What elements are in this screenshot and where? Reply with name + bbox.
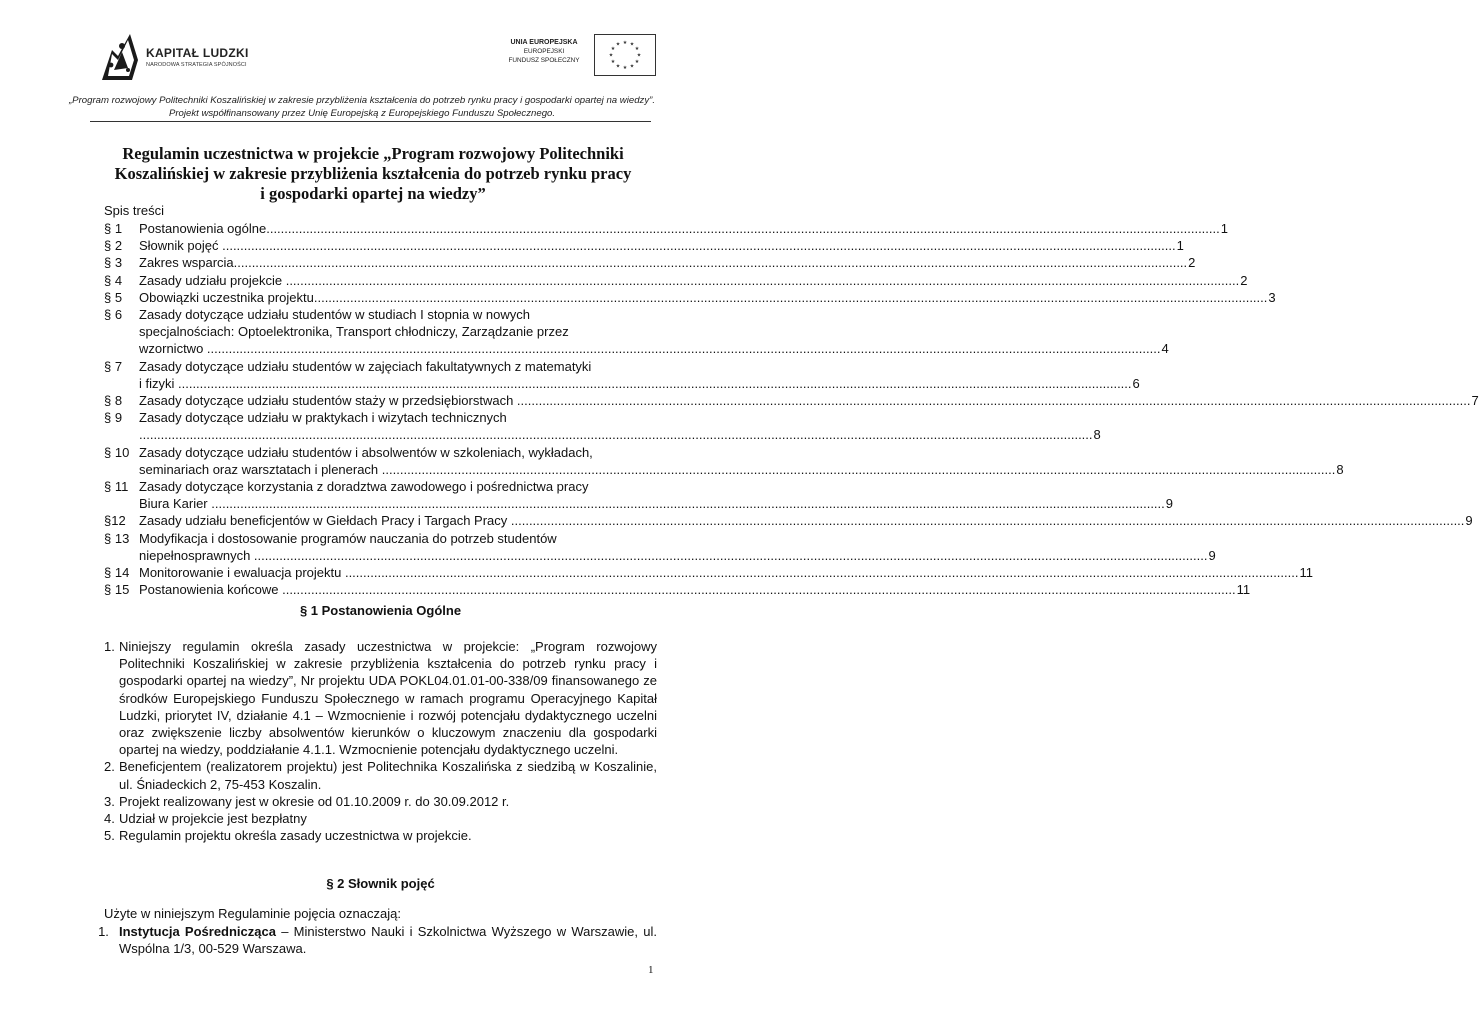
- toc-entry-last-line: [139, 237, 1184, 254]
- toc-entry[interactable]: [104, 581, 1251, 598]
- list-item-number: 2.: [104, 759, 115, 775]
- toc-entry[interactable]: [104, 254, 1196, 271]
- eu-logo-text: [500, 38, 588, 65]
- toc-entry-text: [139, 426, 1093, 443]
- toc-entry-body: [139, 444, 1344, 478]
- toc-entry-page: 9: [1208, 547, 1216, 563]
- eu-logo: [500, 34, 657, 76]
- toc-entry-text: [139, 564, 1298, 581]
- toc-entry-label: Postanowienia końcowe: [139, 582, 283, 598]
- project-header-note: [40, 94, 684, 120]
- toc-entry-label: wzornictwo: [139, 341, 207, 357]
- toc-entry-last-line: [139, 512, 1473, 529]
- toc-entry-page: 2: [1240, 272, 1248, 288]
- toc-entry-text: [139, 375, 1132, 392]
- kapital-ludzki-emblem-icon: [98, 30, 142, 82]
- kapital-ludzki-subtitle: NARODOWA STRATEGIA SPÓJNOŚCI: [146, 62, 247, 68]
- toc-entry-number: § 3: [104, 255, 123, 271]
- toc-entry-number: § 2: [104, 238, 123, 254]
- toc-entry-text: [139, 220, 1220, 237]
- toc-entry-body: [139, 220, 1228, 237]
- toc-entry-number: § 8: [104, 393, 123, 409]
- toc-entry-text: Modyfikacja i dostosowanie programów nauczania do potrzeb studentów: [139, 530, 557, 546]
- section-2-heading: § 2 Słownik pojęć: [326, 876, 435, 891]
- toc-entry-label: Biura Karier: [139, 496, 212, 512]
- toc-entry-text: [139, 289, 1267, 306]
- eu-flag-icon: [594, 34, 656, 76]
- header-divider: [90, 121, 651, 122]
- list-item-text: Beneficjentem (realizatorem projektu) jest Politechnika Koszalińska z siedzibą w Koszalinie, ul. Śniadeckich 2, 75-453 Koszalin.: [119, 759, 657, 792]
- list-item: [104, 810, 657, 827]
- toc-entry-text: [139, 581, 1236, 598]
- list-item-number: 4.: [104, 811, 115, 827]
- toc-entry-body: [139, 564, 1313, 581]
- toc-entry-number: § 5: [104, 289, 123, 305]
- toc-heading: Spis treści: [104, 203, 164, 218]
- toc-entry-body: [139, 512, 1473, 529]
- toc-entry-label: seminariach oraz warsztatach i plenerach: [139, 461, 382, 477]
- toc-entry-text: [139, 495, 1165, 512]
- svg-text:★: ★: [634, 46, 640, 52]
- toc-entry-body: [139, 358, 1140, 392]
- toc-entry-text: [139, 272, 1239, 289]
- toc-entry-body: [139, 581, 1250, 598]
- toc-entry-number: § 11: [104, 479, 129, 495]
- table-of-contents: [104, 220, 1479, 598]
- toc-entry[interactable]: [104, 409, 1101, 443]
- toc-entry-body: [139, 392, 1479, 409]
- toc-entry-label: Obowiązki uczestnika projektu: [139, 289, 314, 305]
- toc-entry-page: 2: [1188, 255, 1196, 271]
- svg-text:★: ★: [622, 65, 628, 71]
- toc-entry-page: 9: [1165, 496, 1174, 512]
- toc-entry[interactable]: [104, 564, 1313, 581]
- list-item: [104, 638, 657, 758]
- toc-entry-last-line: [139, 547, 1216, 564]
- toc-entry-page: 8: [1336, 461, 1344, 477]
- toc-entry-page: 6: [1132, 375, 1140, 391]
- definition-text-block: [119, 923, 657, 957]
- definition-text: – Ministerstwo Nauki i Szkolnictwa Wyższego w Warszawie, ul. Wspólna 1/3, 00-529 Warszawa.: [119, 924, 657, 957]
- toc-entry-last-line: [139, 375, 1140, 392]
- toc-entry-page: 1: [1176, 238, 1184, 254]
- toc-entry-body: [139, 478, 1173, 512]
- svg-text:★: ★: [610, 46, 616, 52]
- toc-entry-text: Zasady dotyczące udziału studentów i absolwentów w szkoleniach, wykładach,: [139, 444, 593, 460]
- toc-entry-text: [139, 392, 1470, 409]
- toc-entry-text: Zasady dotyczące udziału w praktykach i wizytach technicznych: [139, 410, 507, 426]
- toc-entry-text: [139, 254, 1187, 271]
- list-item-number: 3.: [104, 793, 115, 809]
- section-2-intro: Użyte w niniejszym Regulaminie pojęcia oznaczają:: [104, 906, 401, 921]
- toc-entry-body: [139, 272, 1247, 289]
- toc-entry-body: [139, 306, 1169, 358]
- list-item-number: 1.: [104, 639, 115, 654]
- list-item-text: Projekt realizowany jest w okresie od 01.10.2009 r. do 30.09.2012 r.: [119, 793, 510, 809]
- eu-logo-line1: UNIA EUROPEJSKA: [510, 39, 578, 46]
- toc-entry[interactable]: [104, 392, 1479, 409]
- toc-entry-label: Zasady udziału beneficjentów w Giełdach Pracy i Targach Pracy: [139, 513, 511, 529]
- toc-entry-body: [139, 254, 1195, 271]
- toc-entry-page: 9: [1465, 513, 1473, 529]
- svg-text:★: ★: [634, 59, 640, 65]
- toc-entry-page: 3: [1268, 289, 1276, 305]
- kapital-ludzki-title: KAPITAŁ LUDZKI: [146, 46, 249, 60]
- toc-entry-label: Zakres wsparcia: [139, 255, 234, 271]
- toc-entry-number: § 6: [104, 307, 123, 323]
- toc-entry-last-line: [139, 254, 1195, 271]
- toc-entry-body: [139, 409, 1101, 443]
- toc-entry-page: 11: [1236, 582, 1251, 598]
- toc-entry-label: Zasady dotyczące udziału studentów staży w przedsiębiorstwach: [139, 393, 517, 409]
- toc-entry-text: [139, 461, 1335, 478]
- toc-entry[interactable]: [104, 358, 1140, 392]
- toc-entry-page: 1: [1220, 221, 1228, 236]
- toc-entry-text: Zasady dotyczące korzystania z doradztwa zawodowego i pośrednictwa pracy: [139, 479, 589, 495]
- toc-entry-text: Zasady dotyczące udziału studentów w studiach I stopnia w nowych: [139, 307, 530, 323]
- toc-entry-number: § 13: [104, 530, 130, 546]
- list-item: [104, 793, 657, 810]
- toc-entry-page: 8: [1093, 427, 1101, 443]
- toc-entry-last-line: [139, 289, 1276, 306]
- toc-entry-body: [139, 237, 1184, 254]
- toc-entry-last-line: [139, 581, 1250, 598]
- toc-entry[interactable]: [104, 220, 1228, 237]
- list-item: [104, 758, 657, 792]
- toc-entry-text: [139, 547, 1207, 564]
- section-2-list: [88, 923, 657, 957]
- toc-entry-text: [139, 237, 1176, 254]
- toc-entry[interactable]: [104, 478, 1174, 512]
- svg-text:★: ★: [615, 41, 621, 48]
- toc-entry-last-line: [139, 272, 1247, 289]
- toc-entry-last-line: [139, 220, 1228, 237]
- toc-entry-number: §12: [104, 513, 126, 529]
- toc-entry[interactable]: [104, 306, 1169, 358]
- list-item-text: Regulamin projektu określa zasady uczestnictwa w projekcie.: [119, 828, 472, 844]
- toc-entry[interactable]: [104, 272, 1248, 289]
- toc-entry-last-line: [139, 340, 1169, 357]
- toc-entry[interactable]: [104, 444, 1344, 478]
- toc-entry[interactable]: [104, 289, 1276, 306]
- toc-entry-last-line: [139, 426, 1101, 443]
- list-item: [104, 827, 657, 844]
- toc-entry-text: [139, 340, 1160, 357]
- eu-logo-line2: EUROPEJSKI: [523, 48, 565, 55]
- section-1-heading: § 1 Postanowienia Ogólne: [299, 603, 462, 618]
- svg-text:★: ★: [610, 59, 616, 65]
- toc-entry-number: § 7: [104, 358, 123, 374]
- toc-entry-last-line: [139, 461, 1344, 478]
- definition-number: 1.: [98, 924, 109, 939]
- toc-entry-label: Postanowienia ogólne: [139, 221, 267, 236]
- document-title-line1: Regulamin uczestnictwa w projekcie „Program rozwojowy Politechniki: [122, 144, 624, 163]
- toc-entry-number: § 4: [104, 272, 123, 288]
- toc-entry[interactable]: [104, 237, 1184, 254]
- toc-entry[interactable]: [104, 512, 1473, 529]
- toc-entry-text: Zasady dotyczące udziału studentów w zajęciach fakultatywnych z matematyki: [139, 358, 592, 374]
- toc-entry[interactable]: [104, 530, 1216, 564]
- toc-entry-number: § 1: [104, 221, 123, 236]
- toc-entry-label: Zasady udziału projekcie: [139, 272, 286, 288]
- toc-entry-page: 7: [1471, 393, 1479, 409]
- header-note-line2: Projekt współfinansowany przez Unię Europejską z Europejskiego Funduszu Społecznego.: [168, 108, 556, 119]
- toc-entry-number: § 10: [104, 444, 130, 460]
- toc-entry-label: i fizyki: [139, 375, 178, 391]
- toc-entry-label: Słownik pojęć: [139, 238, 223, 254]
- document-title: [96, 144, 650, 204]
- header-note-line1: „Program rozwojowy Politechniki Koszalińskiej w zakresie przybliżenia kształcenia do potrzeb rynku pracy i gospodarki opartej na wiedzy”.: [68, 95, 655, 106]
- page-number: 1: [648, 964, 654, 976]
- list-item-text: Niniejszy regulamin określa zasady uczestnictwa w projekcie: „Program rozwojowy Politechniki Koszalińskiej w zakresie przybliżenia kształcenia do potrzeb rynku pracy i gospodarki opartej na wiedzy”, Nr projektu UDA POKL04.01.01-00-338/09 finansowanego ze środków Europejskiego Funduszu Społecznego w ramach programu Operacyjnego Kapitał Ludzki, priorytet IV, działanie 4.1 – Wzmocnienie i rozwój potencjału dydaktycznego uczelni oraz zwiększenie liczby absolwentów kierunków o kluczowym znaczeniu dla gospodarki opartej na wiedzy, poddziałanie 4.1.1. Wzmocnienie potencjału dydaktycznego uczelni.: [119, 639, 657, 758]
- toc-entry-number: § 15: [104, 582, 130, 598]
- toc-entry-number: § 14: [104, 565, 130, 581]
- svg-text:★: ★: [622, 40, 628, 46]
- list-item-number: 5.: [104, 828, 115, 844]
- toc-entry-page: 4: [1161, 341, 1169, 357]
- toc-entry-text: [139, 512, 1464, 529]
- toc-entry-label: niepełnosprawnych: [139, 547, 254, 563]
- toc-entry-body: [139, 530, 1216, 564]
- definition-term: Instytucja Pośrednicząca: [119, 924, 276, 939]
- toc-entry-label: Monitorowanie i ewaluacja projektu: [139, 565, 345, 581]
- toc-entry-body: [139, 289, 1276, 306]
- toc-entry-text: specjalnościach: Optoelektronika, Transport chłodniczy, Zarządzanie przez: [139, 324, 569, 340]
- toc-entry-page: 11: [1299, 565, 1313, 581]
- document-title-line2: Koszalińskiej w zakresie przybliżenia kształcenia do potrzeb rynku pracy: [114, 164, 632, 183]
- definition-item: [88, 923, 657, 957]
- section-1-list: [104, 638, 657, 844]
- toc-entry-number: § 9: [104, 410, 123, 426]
- toc-entry-last-line: [139, 564, 1313, 581]
- document-title-line3: i gospodarki opartej na wiedzy”: [260, 184, 486, 203]
- kapital-ludzki-logo: [98, 30, 268, 82]
- svg-text:★: ★: [608, 52, 614, 59]
- toc-entry-last-line: [139, 495, 1173, 512]
- list-item-text: Udział w projekcie jest bezpłatny: [119, 811, 307, 827]
- toc-entry-last-line: [139, 392, 1479, 409]
- svg-text:★: ★: [636, 52, 642, 59]
- svg-text:★: ★: [629, 63, 635, 70]
- svg-text:★: ★: [615, 63, 621, 70]
- svg-text:★: ★: [629, 41, 635, 48]
- eu-logo-line3: FUNDUSZ SPOŁECZNY: [508, 57, 580, 64]
